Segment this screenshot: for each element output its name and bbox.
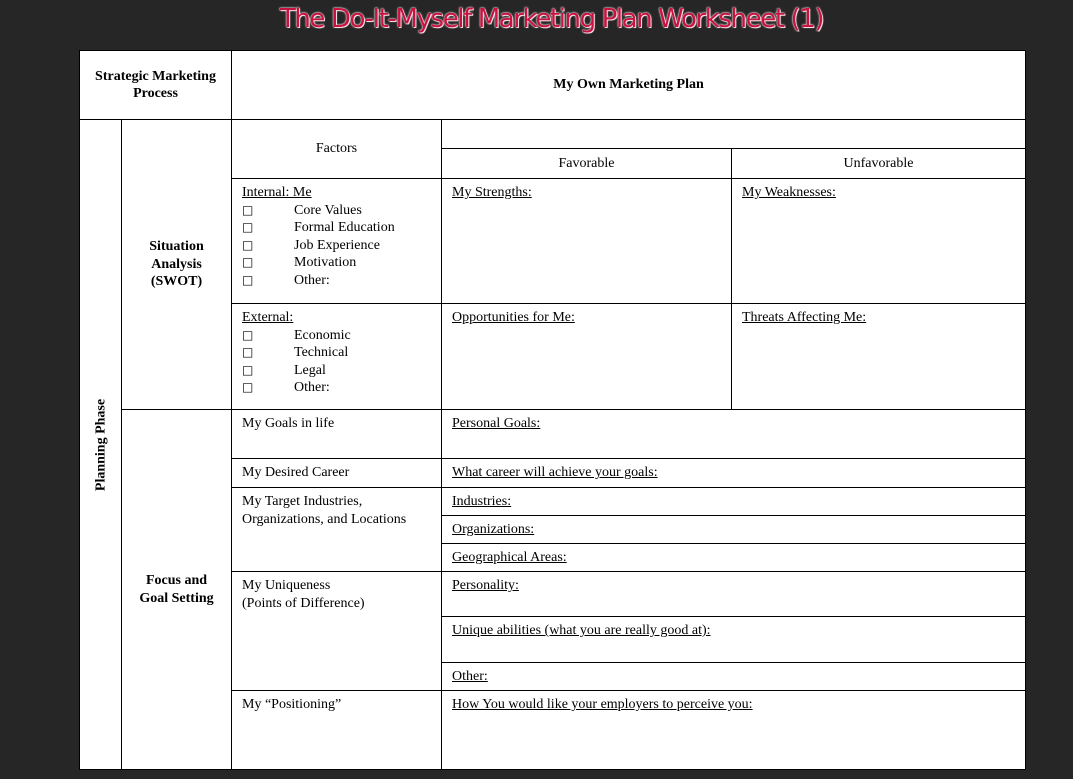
internal-factor-list (242, 202, 431, 290)
header-my-plan: My Own Marketing Plan (231, 50, 1026, 120)
internal-item: □ Other: (242, 272, 330, 288)
checkbox-icon: □ (242, 220, 254, 234)
favorable-header: Favorable (441, 148, 732, 179)
external-item: □ Legal (242, 362, 326, 378)
factors-header: Factors (231, 119, 442, 179)
external-item: □ Economic (242, 327, 351, 343)
industries-cell (441, 487, 1026, 516)
external-factor-list (242, 327, 431, 397)
goals-label: My Goals in life (231, 409, 442, 459)
situation-analysis-label: Situation Analysis (SWOT) (121, 119, 232, 410)
internal-heading: Internal: Me (242, 185, 312, 200)
checkbox-icon: □ (242, 255, 254, 269)
career-label: My Desired Career (231, 458, 442, 488)
uniqueness-other-cell (441, 662, 1026, 691)
uniqueness-sublabel: (Points of Difference) (242, 595, 365, 611)
checkbox-icon: □ (242, 272, 254, 287)
personality-label: Personality: (452, 578, 519, 593)
internal-item: □ Motivation (242, 255, 357, 270)
threats-label: Threats Affecting Me: (742, 310, 867, 325)
internal-factors-cell (231, 178, 442, 304)
external-item: □ Other: (242, 380, 330, 395)
internal-item: □ Core Values (242, 202, 362, 218)
personality-cell (441, 571, 1026, 617)
strengths-label: My Strengths: (452, 185, 532, 200)
focus-goal-setting-label: Focus and Goal Setting (121, 409, 232, 770)
planning-phase-cell (79, 119, 122, 770)
target-label: My Target Industries, Organizations, and Locations (231, 487, 442, 572)
career-question: What career will achieve your goals: (452, 465, 658, 480)
personal-goals-cell (441, 409, 1026, 459)
weaknesses-label: My Weaknesses: (742, 185, 836, 200)
geo-areas-label: Geographical Areas: (452, 550, 567, 565)
abilities-label: Unique abilities (what you are really good at): (452, 623, 711, 638)
opportunities-label: Opportunities for Me: (452, 310, 575, 325)
checkbox-icon: □ (242, 362, 254, 377)
planning-phase-label: Planning Phase (92, 398, 108, 491)
external-heading: External: (242, 310, 294, 325)
internal-item: □ Job Experience (242, 237, 380, 253)
organizations-label: Organizations: (452, 522, 535, 537)
worksheet-title: The Do-It-Myself Marketing Plan Worksheet (1) (279, 4, 824, 34)
checkbox-icon: □ (242, 345, 254, 359)
abilities-cell (441, 616, 1026, 663)
organizations-cell (441, 515, 1026, 544)
favorability-header-blank (441, 119, 1026, 149)
header-strategic-process: Strategic Marketing Process (79, 50, 232, 120)
uniqueness-cell (231, 571, 442, 691)
uniqueness-other-label: Other: (452, 669, 488, 684)
external-factors-cell (231, 303, 442, 410)
career-cell (441, 458, 1026, 488)
industries-label: Industries: (452, 494, 512, 509)
positioning-label: My “Positioning” (231, 690, 442, 770)
internal-item: □ Formal Education (242, 220, 395, 235)
checkbox-icon: □ (242, 327, 254, 342)
unfavorable-header: Unfavorable (731, 148, 1026, 179)
personal-goals-label: Personal Goals: (452, 416, 541, 431)
geo-areas-cell (441, 543, 1026, 572)
positioning-cell (441, 690, 1026, 770)
external-item: □ Technical (242, 345, 349, 360)
uniqueness-label: My Uniqueness (242, 578, 331, 593)
opportunities-cell (441, 303, 732, 410)
weaknesses-cell (731, 178, 1026, 304)
worksheet-table (79, 50, 1026, 770)
checkbox-icon: □ (242, 202, 254, 217)
threats-cell (731, 303, 1026, 410)
positioning-question: How You would like your employers to perceive you: (452, 697, 753, 712)
checkbox-icon: □ (242, 237, 254, 252)
strengths-cell (441, 178, 732, 304)
checkbox-icon: □ (242, 380, 254, 394)
